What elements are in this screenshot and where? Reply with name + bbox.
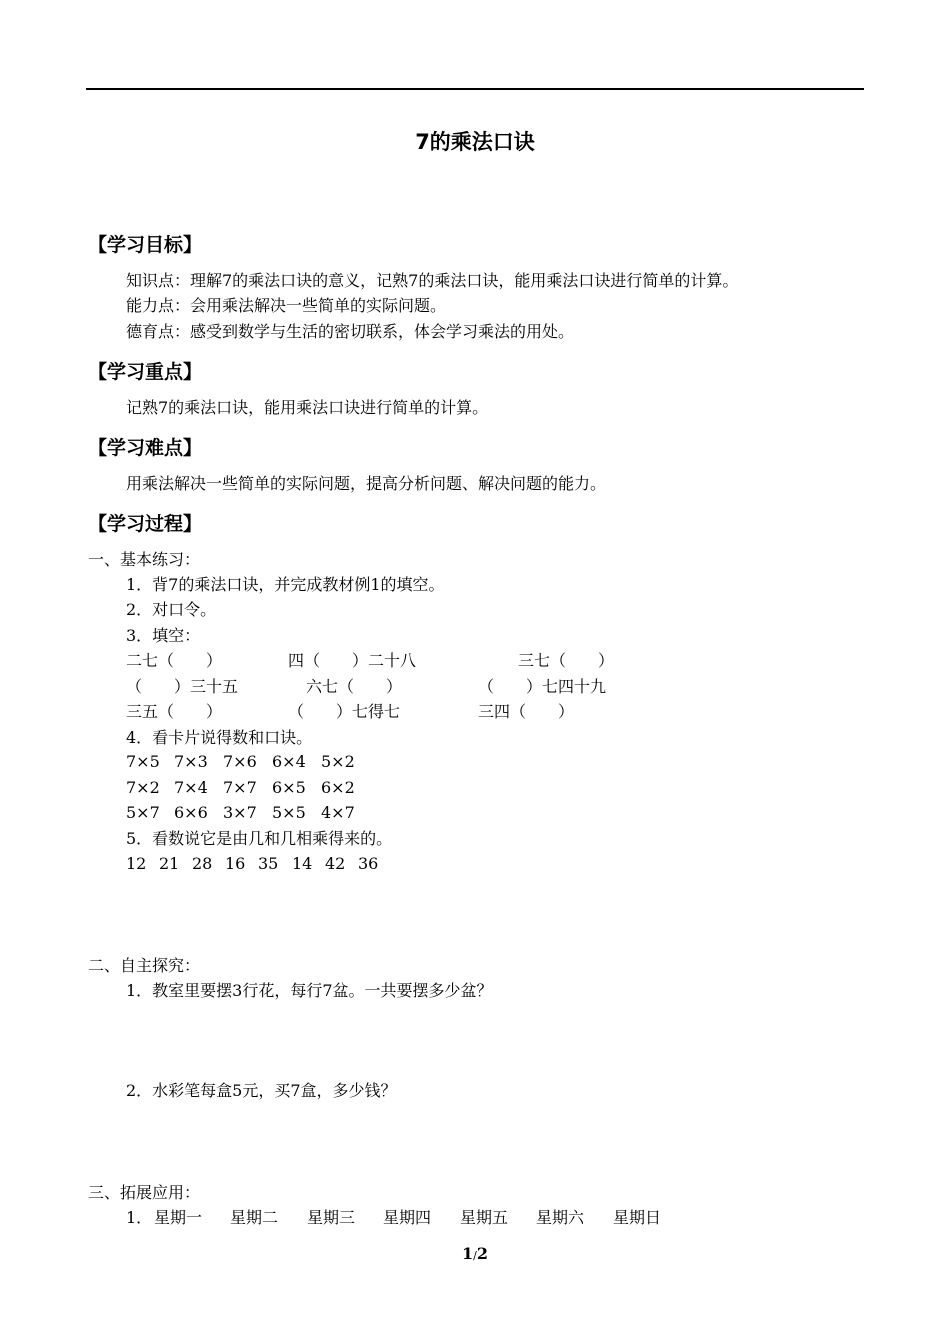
part2-title: 二、自主探究： (88, 956, 201, 975)
card-expression: 5×2 (321, 752, 355, 771)
number-value: 28 (192, 854, 213, 873)
heading-key: 【学习重点】 (88, 361, 203, 383)
fill-blank: （ ）七得七 (288, 702, 401, 721)
card-expression: 5×7 (126, 803, 160, 822)
fill-blank: （ ）三十五 (126, 677, 239, 696)
number-value: 36 (358, 854, 379, 873)
page-title: 7的乘法口诀 (415, 130, 535, 154)
card-expression: 7×5 (126, 752, 160, 771)
fill-blank: 六七（ ） (306, 677, 403, 696)
part2-question-2: 2．水彩笔每盒5元，买7盒，多少钱？ (126, 1081, 397, 1100)
part1-title: 一、基本练习： (88, 550, 201, 569)
part1-item3: 3．填空： (126, 626, 201, 645)
number-value: 16 (225, 854, 246, 873)
card-expression: 6×2 (321, 778, 355, 797)
fill-blank: 二七（ ） (126, 651, 223, 670)
weekday: 星期六 (536, 1208, 585, 1227)
number-value: 14 (292, 854, 313, 873)
heading-process: 【学习过程】 (88, 513, 203, 535)
goal-ability: 能力点：会用乘法解决一些简单的实际问题。 (126, 296, 447, 315)
card-expression: 6×5 (272, 778, 306, 797)
goal-knowledge: 知识点：理解7的乘法口诀的意义，记熟7的乘法口诀，能用乘法口诀进行简单的计算。 (126, 271, 739, 290)
weekday: 星期五 (460, 1208, 509, 1227)
page-current: 1 (462, 1244, 474, 1263)
page-separator: / (473, 1249, 477, 1262)
part1-item2: 2．对口令。 (126, 600, 217, 619)
page-number (0, 1244, 950, 1263)
difficult-text: 用乘法解决一些简单的实际问题，提高分析问题、解决问题的能力。 (126, 474, 607, 493)
card-expression: 7×4 (174, 778, 208, 797)
card-expression: 4×7 (321, 803, 355, 822)
card-expression: 7×6 (223, 752, 257, 771)
weekday: 星期二 (230, 1208, 279, 1227)
card-expression: 3×7 (223, 803, 257, 822)
weekday: 星期四 (383, 1208, 432, 1227)
goal-moral: 德育点：感受到数学与生活的密切联系，体会学习乘法的用处。 (126, 322, 575, 341)
part3-title: 三、拓展应用： (88, 1183, 201, 1202)
card-expression: 7×2 (126, 778, 160, 797)
number-value: 21 (159, 854, 180, 873)
heading-goals: 【学习目标】 (88, 234, 203, 256)
card-expression: 6×4 (272, 752, 306, 771)
weekday: 星期三 (307, 1208, 356, 1227)
number-value: 12 (126, 854, 147, 873)
weekday: 星期一 (154, 1208, 203, 1227)
card-expression: 6×6 (174, 803, 208, 822)
heading-difficult: 【学习难点】 (88, 437, 203, 459)
number-value: 42 (325, 854, 346, 873)
part3-question-1-number: 1． (126, 1208, 153, 1227)
number-value: 35 (258, 854, 279, 873)
weekday: 星期日 (613, 1208, 662, 1227)
fill-blank: （ ）七四十九 (478, 677, 607, 696)
fill-blank: 四（ ）二十八 (288, 651, 417, 670)
fill-blank: 三七（ ） (518, 651, 615, 670)
fill-blank: 三四（ ） (478, 702, 575, 721)
card-expression: 7×3 (174, 752, 208, 771)
page-total: 2 (476, 1244, 488, 1263)
part1-item4: 4．看卡片说得数和口诀。 (126, 728, 313, 747)
card-expression: 7×7 (223, 778, 257, 797)
part2-question-1: 1．教室里要摆3行花，每行7盆。一共要摆多少盆？ (126, 981, 493, 1000)
fill-blank: 三五（ ） (126, 702, 223, 721)
part1-item5: 5．看数说它是由几和几相乘得来的。 (126, 829, 393, 848)
card-expression: 5×5 (272, 803, 306, 822)
part1-item1: 1．背7的乘法口诀，并完成教材例1的填空。 (126, 575, 445, 594)
header-rule (86, 88, 864, 90)
key-text: 记熟7的乘法口诀，能用乘法口诀进行简单的计算。 (126, 398, 489, 417)
